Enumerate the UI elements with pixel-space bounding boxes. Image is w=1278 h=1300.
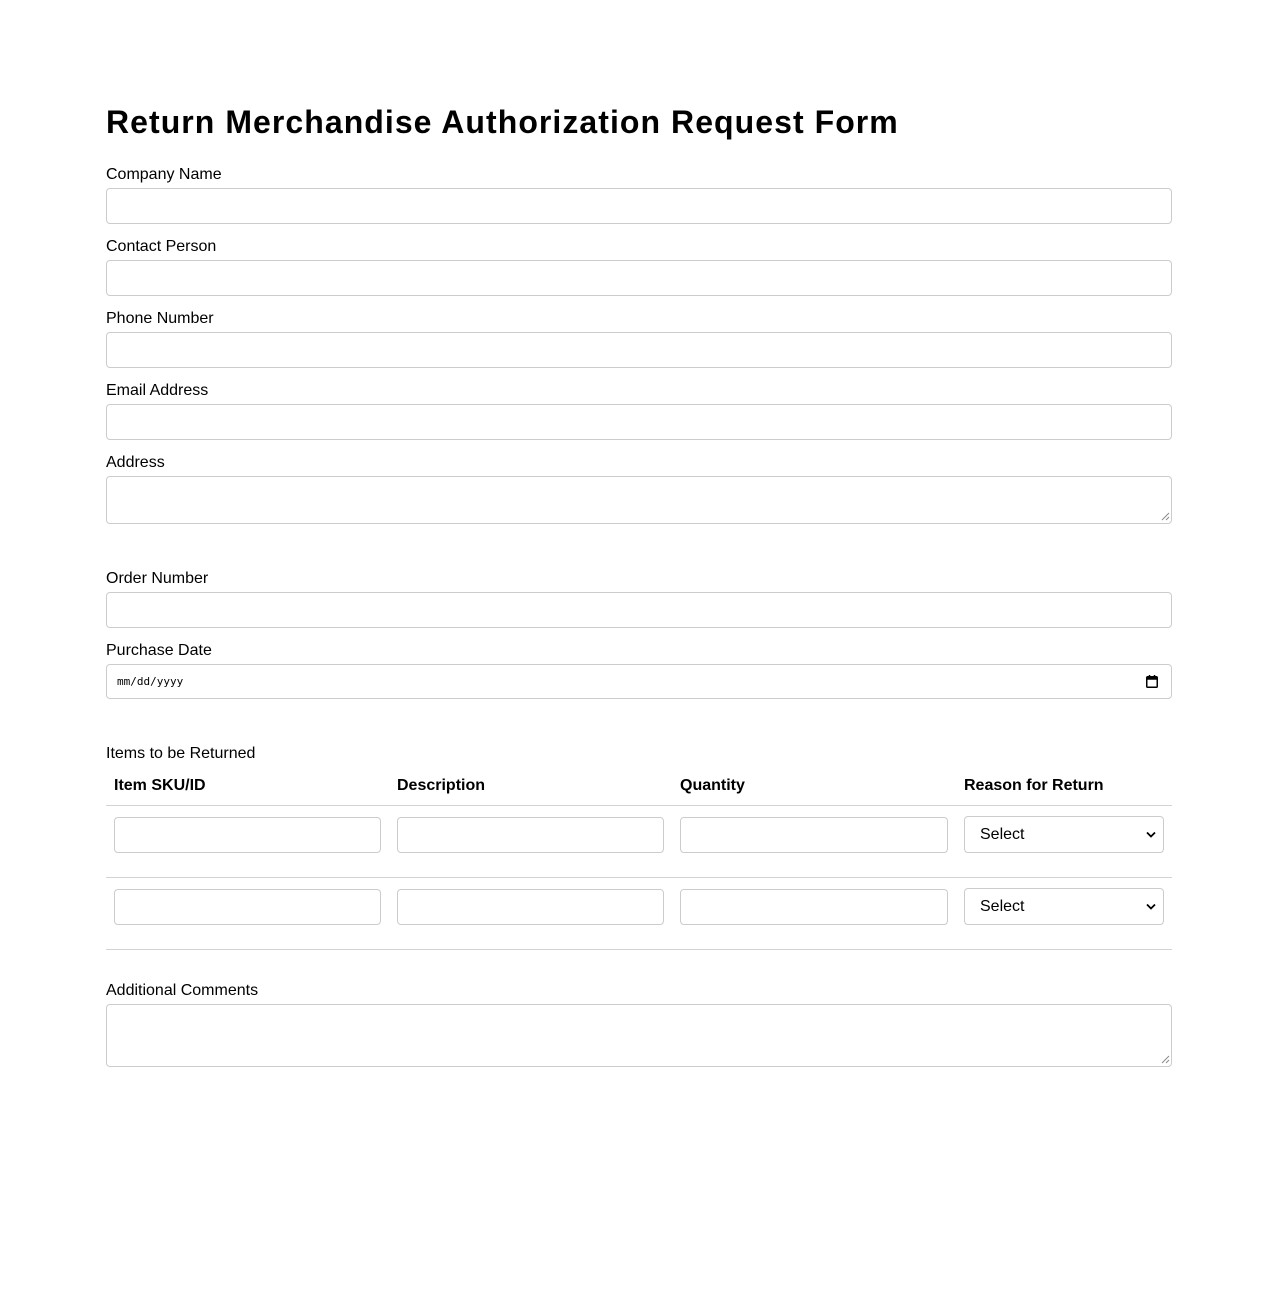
company-name-input[interactable] xyxy=(106,188,1172,224)
order-number-input[interactable] xyxy=(106,592,1172,628)
items-section-label: Items to be Returned xyxy=(106,745,256,762)
table-divider xyxy=(106,877,1172,878)
table-divider xyxy=(106,805,1172,806)
item-quantity-input[interactable] xyxy=(680,817,948,853)
email-address-label: Email Address xyxy=(106,382,209,399)
reason-select[interactable] xyxy=(964,816,1164,853)
item-description-input[interactable] xyxy=(397,817,664,853)
column-header-sku: Item SKU/ID xyxy=(114,777,206,794)
reason-select-value: Select xyxy=(980,826,1025,843)
reason-select[interactable] xyxy=(964,888,1164,925)
phone-number-input[interactable] xyxy=(106,332,1172,368)
address-textarea[interactable] xyxy=(106,476,1172,524)
comments-label: Additional Comments xyxy=(106,982,259,999)
item-sku-input[interactable] xyxy=(114,817,381,853)
column-header-quantity: Quantity xyxy=(680,777,745,794)
calendar-icon[interactable] xyxy=(1146,675,1158,688)
item-quantity-input[interactable] xyxy=(680,889,948,925)
address-label: Address xyxy=(106,454,165,471)
company-name-label: Company Name xyxy=(106,166,222,183)
order-number-label: Order Number xyxy=(106,570,209,587)
contact-person-label: Contact Person xyxy=(106,238,217,255)
email-address-input[interactable] xyxy=(106,404,1172,440)
page-title: Return Merchandise Authorization Request Form xyxy=(106,104,899,140)
purchase-date-label: Purchase Date xyxy=(106,642,212,659)
table-divider xyxy=(106,949,1172,950)
item-description-input[interactable] xyxy=(397,889,664,925)
contact-person-input[interactable] xyxy=(106,260,1172,296)
phone-number-label: Phone Number xyxy=(106,310,214,327)
comments-textarea[interactable] xyxy=(106,1004,1172,1067)
item-sku-input[interactable] xyxy=(114,889,381,925)
purchase-date-input[interactable] xyxy=(106,664,1172,699)
column-header-reason: Reason for Return xyxy=(964,777,1104,794)
column-header-description: Description xyxy=(397,777,486,794)
chevron-down-icon xyxy=(1146,903,1156,910)
date-placeholder: mm/dd/yyyy xyxy=(117,675,184,688)
chevron-down-icon xyxy=(1146,831,1156,838)
reason-select-value: Select xyxy=(980,898,1025,915)
